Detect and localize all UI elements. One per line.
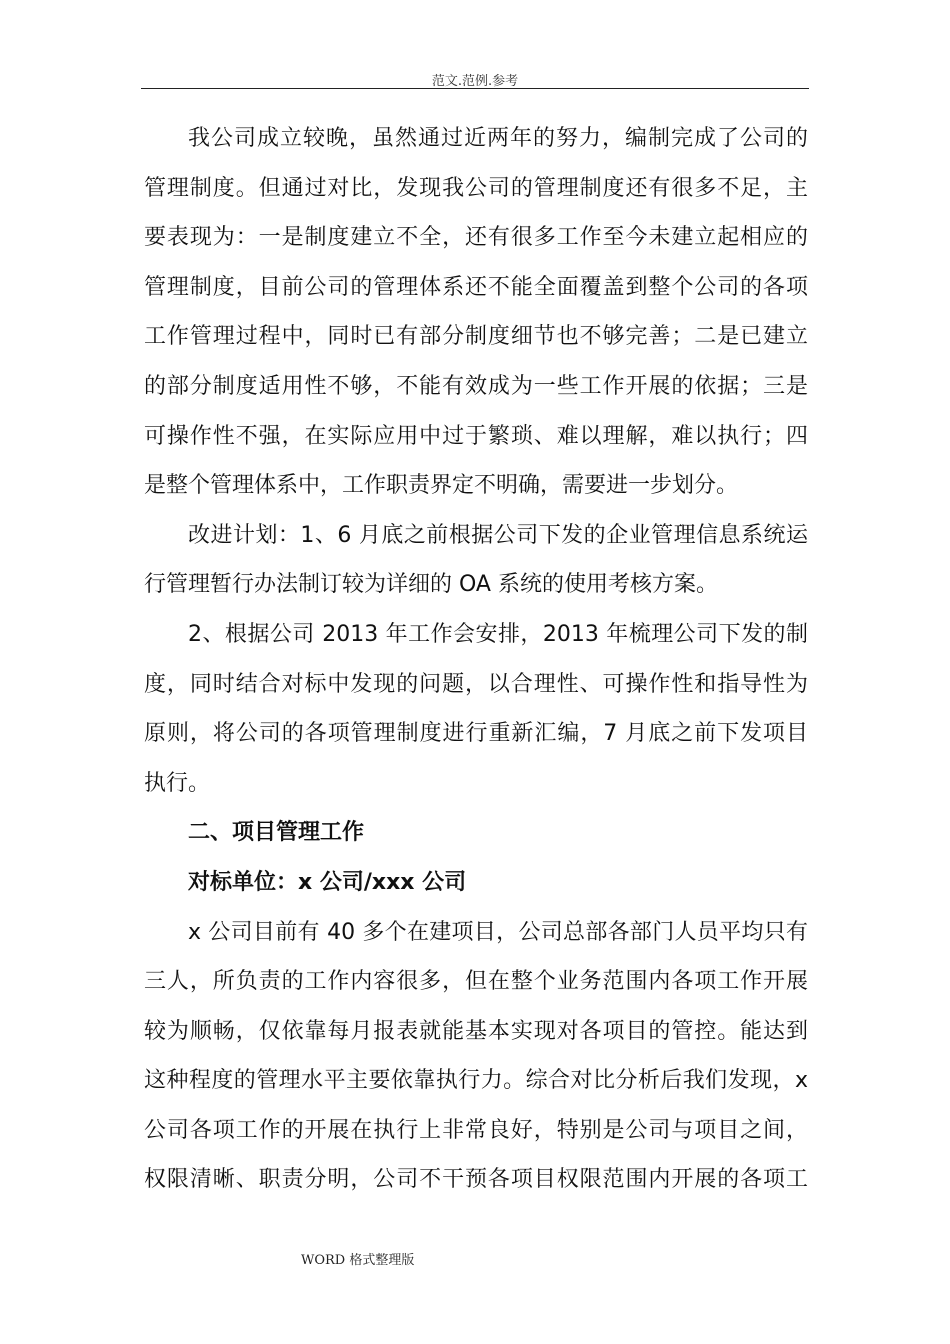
text-line: 的部分制度适用性不够，不能有效成为一些工作开展的依据；三是	[144, 373, 808, 399]
text-line: 较为顺畅，仅依靠每月报表就能基本实现对各项目的管控。能达到	[144, 1018, 808, 1044]
text-line: 是整个管理体系中，工作职责界定不明确，需要进一步划分。	[144, 473, 739, 499]
text-line: x 公司目前有 40 多个在建项目，公司总部各部门人员平均只有	[188, 919, 808, 945]
text-line: 这种程度的管理水平主要依靠执行力。综合对比分析后我们发现，x	[144, 1068, 808, 1094]
text-line: 管理制度，目前公司的管理体系还不能全面覆盖到整个公司的各项	[144, 274, 808, 300]
text-line: 管理制度。但通过对比，发现我公司的管理制度还有很多不足，主	[144, 175, 808, 201]
text-line: 要表现为：一是制度建立不全，还有很多工作至今未建立起相应的	[144, 225, 808, 251]
text-line: 三人，所负责的工作内容很多，但在整个业务范围内各项工作开展	[144, 969, 808, 995]
header-divider	[141, 88, 809, 89]
text-line: 我公司成立较晚，虽然通过近两年的努力，编制完成了公司的	[188, 126, 808, 151]
page-header: 范文.范例.参考	[431, 74, 519, 89]
text-line: 工作管理过程中，同时已有部分制度细节也不够完善；二是已建立	[144, 324, 808, 350]
document-body	[144, 114, 808, 1205]
section-heading: 对标单位：x 公司/xxx 公司	[188, 869, 467, 895]
text-line: 度，同时结合对标中发现的问题，以合理性、可操作性和指导性为	[144, 671, 808, 697]
text-line: 权限清晰、职责分明，公司不干预各项目权限范围内开展的各项工	[144, 1167, 808, 1193]
text-line: 执行。	[144, 770, 211, 796]
text-line: 改进计划：1、6 月底之前根据公司下发的企业管理信息系统运	[188, 522, 808, 548]
text-line: 行管理暂行办法制订较为详细的 OA 系统的使用考核方案。	[144, 572, 718, 598]
text-line: 2、根据公司 2013 年工作会安排，2013 年梳理公司下发的制	[188, 621, 808, 647]
text-line: 原则，将公司的各项管理制度进行重新汇编，7 月底之前下发项目	[144, 721, 808, 747]
section-heading: 二、项目管理工作	[188, 820, 365, 846]
text-line: 公司各项工作的开展在执行上非常良好，特别是公司与项目之间，	[144, 1117, 808, 1143]
text-line: 可操作性不强，在实际应用中过于繁琐、难以理解，难以执行；四	[144, 423, 808, 449]
page-footer: WORD 格式整理版	[301, 1253, 415, 1268]
